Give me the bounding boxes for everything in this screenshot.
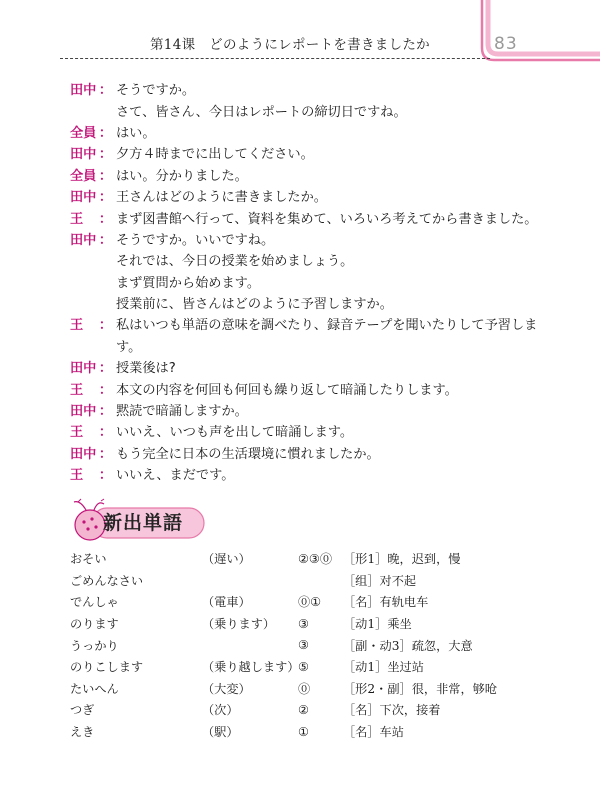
vocab-meaning: ［副・动3］疏忽，大意 <box>343 638 473 653</box>
dialogue-line <box>70 249 550 270</box>
vocab-accent: ⓪ <box>298 681 311 696</box>
speaker-label: 田中 ： <box>70 400 116 419</box>
dialogue-text: す。 <box>116 339 142 355</box>
vocab-row <box>70 548 550 570</box>
dialogue-line <box>70 78 550 99</box>
vocab-meaning: ［形1］晚，迟到，慢 <box>343 552 461 567</box>
vocab-accent: ⓪① <box>298 595 322 610</box>
speaker-name: 田中 <box>70 190 97 206</box>
dialogue-text: そうですか。 <box>116 83 196 99</box>
dialogue-text: 黙読で暗誦しますか。 <box>116 404 248 420</box>
vocab-meaning: ［名］车站 <box>343 725 404 740</box>
speaker-name: 全員 <box>70 168 97 184</box>
vocab-row <box>70 613 550 635</box>
dialogue-text: さて、皆さん、今日はレポートの締切日ですね。 <box>116 104 407 120</box>
dialogue-line <box>70 356 550 377</box>
vocab-accent: ②③⓪ <box>298 552 333 567</box>
vocab-kanji: （電車） <box>202 595 251 610</box>
speaker-name: 王 <box>70 318 84 334</box>
dialogue-line <box>70 442 550 463</box>
dialogue-line <box>70 313 550 334</box>
dialogue-text: 授業後は? <box>116 361 176 377</box>
vocab-kanji: （乗り越します） <box>202 660 300 675</box>
vocab-kanji: （遅い） <box>202 552 251 567</box>
vocab-table <box>70 548 550 742</box>
vocab-reading: えき <box>70 725 95 740</box>
vocab-row <box>70 591 550 613</box>
speaker-name: 田中 <box>70 232 97 248</box>
dialogue-line <box>70 377 550 398</box>
speaker-name: 王 <box>70 382 84 398</box>
dialogue-text: 私はいつも単語の意味を調べたり、録音テープを聞いたりして予習しま <box>116 318 538 334</box>
dialogue-text: いいえ、いつも声を出して暗誦します。 <box>116 425 354 441</box>
page-tab-decoration <box>480 0 600 66</box>
vocab-meaning: ［名］有轨电车 <box>343 595 429 610</box>
speaker-label: 田中 ： <box>70 186 116 205</box>
vocab-accent: ⑤ <box>298 659 309 674</box>
dialogue-text: まず質問から始めます。 <box>116 275 261 291</box>
vocab-reading: でんしゃ <box>70 595 119 610</box>
page-number: 83 <box>494 34 518 54</box>
vocab-meaning: ［组］对不起 <box>343 573 417 588</box>
vocab-accent: ③ <box>298 638 309 653</box>
speaker-name: 田中 <box>70 446 97 462</box>
vocab-kanji: （大変） <box>202 681 251 696</box>
speaker-name: 全員 <box>70 125 97 141</box>
vocab-row <box>70 699 550 721</box>
dialogue-text: もう完全に日本の生活環境に慣れましたか。 <box>116 446 380 462</box>
dialogue-line <box>70 206 550 227</box>
speaker-name: 田中 <box>70 404 97 420</box>
dialogue-text: 授業前に、皆さんはどのように予習しますか。 <box>116 297 393 313</box>
speaker-name: 王 <box>70 211 84 227</box>
dialogue-text: 本文の内容を何回も何回も繰り返して暗誦したりします。 <box>116 382 458 398</box>
dialogue-text: そうですか。いいですね。 <box>116 232 275 248</box>
speaker-label: 王 ： <box>70 208 116 227</box>
dialogue-text: はい。分かりました。 <box>116 168 248 184</box>
vocab-kanji: （乗ります） <box>202 617 276 632</box>
speaker-label: 田中 ： <box>70 229 116 248</box>
speaker-label: 王 ： <box>70 314 116 333</box>
vocab-accent: ② <box>298 702 309 717</box>
speaker-label: 田中 ： <box>70 443 116 462</box>
vocab-row <box>70 656 550 678</box>
dialogue-line <box>70 142 550 163</box>
dialogue-line <box>70 399 550 420</box>
speaker-name: 田中 <box>70 83 97 99</box>
dialogue-line <box>70 271 550 292</box>
vocab-reading: うっかり <box>70 638 119 653</box>
speaker-label: 王 ： <box>70 464 116 483</box>
vocab-meaning: ［形2・副］很，非常，够呛 <box>343 681 498 696</box>
speaker-name: 田中 <box>70 147 97 163</box>
dialogue-line <box>70 121 550 142</box>
dialogue-line <box>70 99 550 120</box>
vocab-reading: ごめんなさい <box>70 573 144 588</box>
chapter-title: 第14课 どのようにレポートを書きましたか <box>150 37 430 53</box>
vocab-section-title: 新出単語 <box>103 512 184 534</box>
speaker-label: 王 ： <box>70 379 116 398</box>
vocab-reading: のります <box>70 617 119 632</box>
dialogue-line <box>70 228 550 249</box>
dialogue-line <box>70 335 550 356</box>
vocab-kanji: （次） <box>202 703 239 718</box>
vocab-kanji: （駅） <box>202 725 239 740</box>
vocab-meaning: ［动1］坐过站 <box>343 660 424 675</box>
vocab-reading: つぎ <box>70 703 95 718</box>
vocab-meaning: ［动1］乘坐 <box>343 617 412 632</box>
dialogue-text: いいえ、まだです。 <box>116 468 235 484</box>
dialogue-text: 王さんはどのように書きましたか。 <box>116 190 327 206</box>
vocab-row <box>70 570 550 592</box>
vocab-meaning: ［名］下次，接着 <box>343 703 441 718</box>
speaker-label: 田中 ： <box>70 357 116 376</box>
dialogue-text: 夕方４時までに出してください。 <box>116 147 314 163</box>
dialogue-line <box>70 420 550 441</box>
speaker-name: 王 <box>70 468 84 484</box>
vocab-reading: のりこします <box>70 660 144 675</box>
speaker-label: 田中 ： <box>70 143 116 162</box>
vocab-reading: おそい <box>70 552 107 567</box>
speaker-label: 全員 ： <box>70 165 116 184</box>
speaker-label: 田中 ： <box>70 79 116 98</box>
vocab-accent: ① <box>298 724 309 739</box>
speaker-name: 田中 <box>70 361 97 377</box>
dialogue-text: はい。 <box>116 125 156 141</box>
dialogue-line <box>70 164 550 185</box>
speaker-label: 王 ： <box>70 421 116 440</box>
dialogue-line <box>70 292 550 313</box>
vocab-row <box>70 634 550 656</box>
header-divider <box>60 58 490 59</box>
vocab-row <box>70 721 550 743</box>
dialogue-line <box>70 185 550 206</box>
speaker-name: 王 <box>70 425 84 441</box>
speaker-label: 全員 ： <box>70 122 116 141</box>
dialogue <box>70 78 550 484</box>
vocab-accent: ③ <box>298 616 309 631</box>
dialogue-text: それでは、今日の授業を始めましょう。 <box>116 254 354 270</box>
dialogue-text: まず図書館へ行って、資料を集めて、いろいろ考えてから書きました。 <box>116 211 538 227</box>
vocab-reading: たいへん <box>70 681 119 696</box>
dialogue-line <box>70 463 550 484</box>
vocab-row <box>70 678 550 700</box>
